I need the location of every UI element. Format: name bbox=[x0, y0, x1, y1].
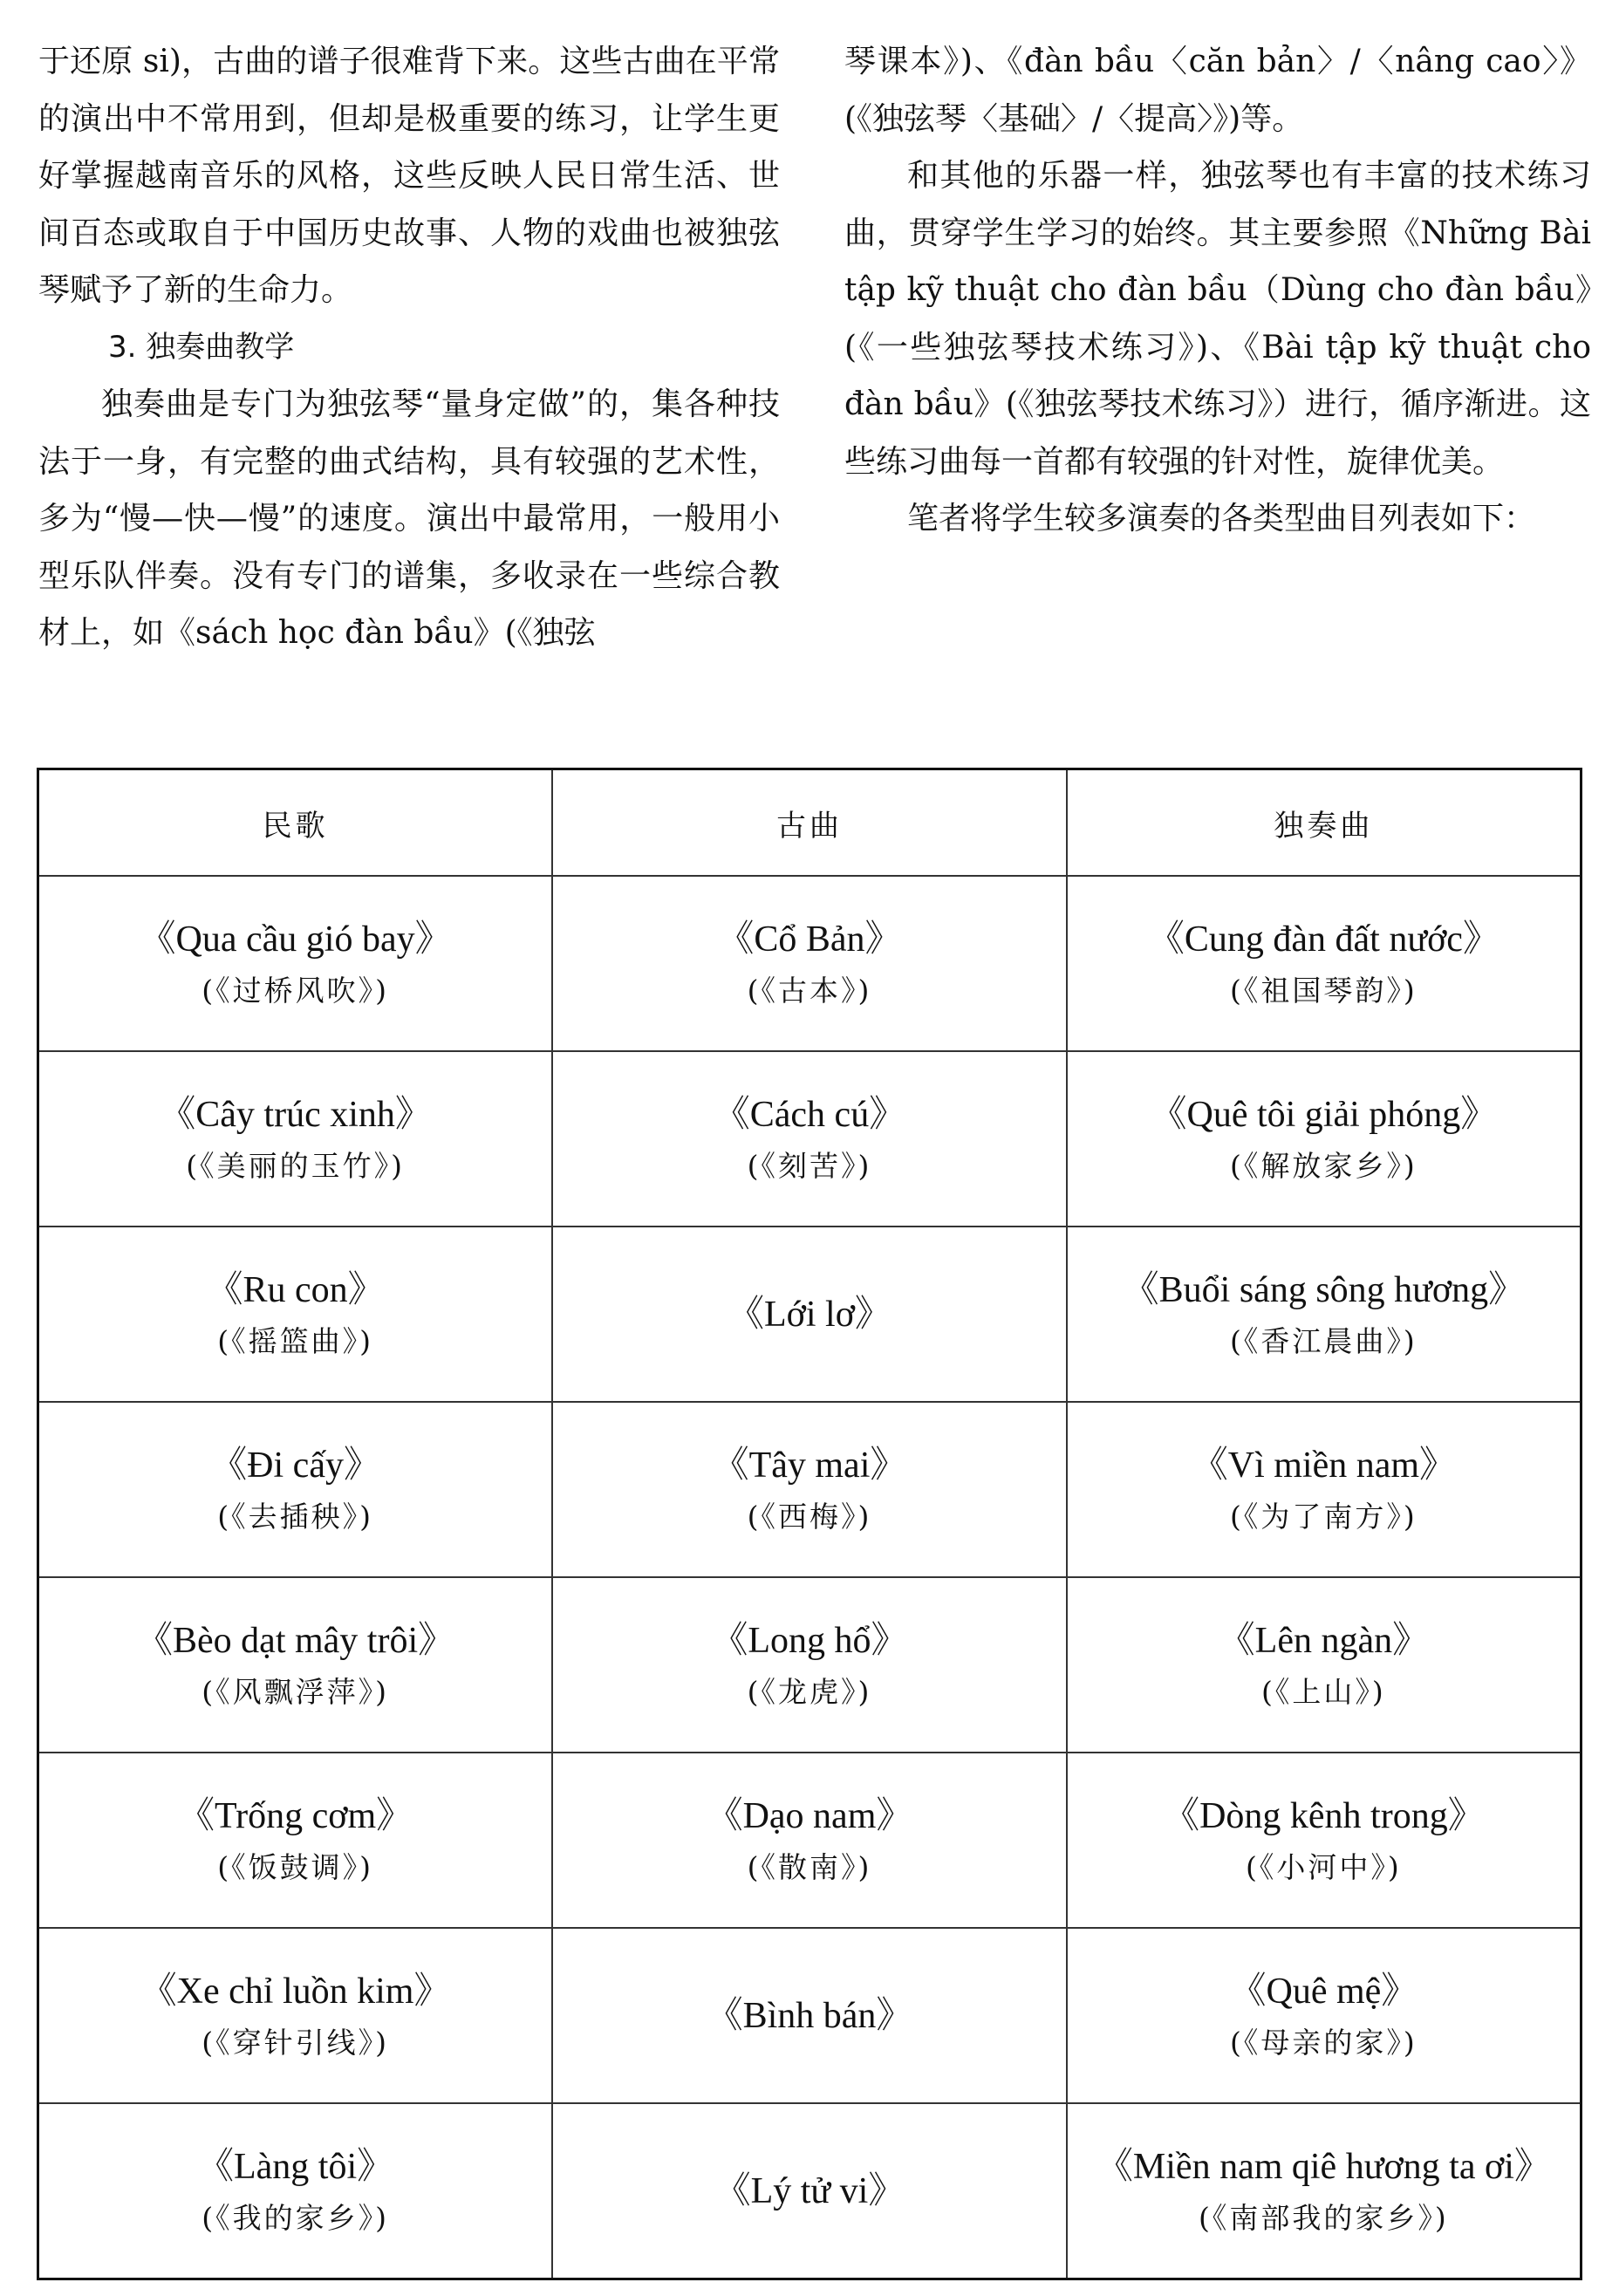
table-cell bbox=[1067, 2103, 1581, 2279]
table-cell bbox=[552, 1577, 1067, 1753]
table-row bbox=[38, 2103, 1581, 2279]
song-title-chinese: (《摇篮曲》) bbox=[217, 1323, 373, 1358]
song-title-chinese: (《去插秧》) bbox=[217, 1499, 373, 1534]
header-solo: 独奏曲 bbox=[1067, 769, 1581, 877]
song-title-vietnamese: 《Quê mệ》 bbox=[1229, 1971, 1418, 2012]
table-row bbox=[38, 1227, 1581, 1402]
song-title-vietnamese: 《Ru con》 bbox=[206, 1269, 385, 1310]
song-title-vietnamese: 《Xe chỉ luồn kim》 bbox=[140, 1971, 451, 2012]
song-title-vietnamese: 《Lý tử vi》 bbox=[714, 2170, 905, 2211]
table-row bbox=[38, 1402, 1581, 1577]
song-title-vietnamese: 《Bình bán》 bbox=[706, 1995, 913, 2036]
header-classical: 古曲 bbox=[552, 769, 1067, 877]
song-title-chinese: (《龙虎》) bbox=[747, 1674, 872, 1709]
left-text-column bbox=[38, 33, 780, 662]
table-cell bbox=[1067, 1577, 1581, 1753]
song-title-chinese: (《为了南方》) bbox=[1230, 1499, 1417, 1534]
song-title-chinese: (《母亲的家》) bbox=[1230, 2025, 1417, 2060]
right-paragraph-3: 笔者将学生较多演奏的各类型曲目列表如下： bbox=[907, 501, 1536, 536]
song-title-chinese: (《穿针引线》) bbox=[202, 2025, 389, 2060]
song-title-vietnamese: 《Long hổ》 bbox=[711, 1620, 908, 1661]
table-cell bbox=[1067, 1227, 1581, 1402]
table-row bbox=[38, 1577, 1581, 1753]
song-title-chinese: (《古本》) bbox=[747, 973, 872, 1008]
song-title-vietnamese: 《Quê tôi giải phóng》 bbox=[1150, 1094, 1498, 1135]
header-folk-songs: 民歌 bbox=[38, 769, 553, 877]
table-cell bbox=[38, 1227, 553, 1402]
song-title-vietnamese: 《Bèo dạt mây trôi》 bbox=[136, 1620, 455, 1661]
table-cell bbox=[38, 1577, 553, 1753]
table-cell bbox=[1067, 1928, 1581, 2103]
right-paragraph-2: 和其他的乐器一样，独弦琴也有丰富的技术练习曲，贯穿学生学习的始终。其主要参照《Những Bài tập kỹ thuật cho đàn bầu（Dùng cho đàn bầu》(《一些独弦琴技术练习》)、《Bài tập kỹ thuật cho đàn bầu》(《独弦琴技术练习》）进行，循序渐进。这些练习曲每一首都有较强的针对性，旋律优美。 bbox=[844, 158, 1591, 480]
song-title-chinese: (《上山》) bbox=[1261, 1674, 1386, 1709]
song-title-vietnamese: 《Lới lơ》 bbox=[728, 1294, 891, 1335]
song-title-vietnamese: 《Qua cầu gió bay》 bbox=[139, 919, 452, 960]
song-title-chinese: (《美丽的玉竹》) bbox=[186, 1148, 405, 1183]
song-title-chinese: (《小河中》) bbox=[1246, 1849, 1402, 1884]
song-title-vietnamese: 《Vì miền nam》 bbox=[1191, 1445, 1457, 1486]
song-title-vietnamese: 《Trống cơm》 bbox=[177, 1795, 413, 1836]
table-cell bbox=[1067, 876, 1581, 1051]
song-title-vietnamese: 《Cổ Bản》 bbox=[717, 919, 902, 960]
table-cell bbox=[552, 1753, 1067, 1928]
left-paragraph-2: 独奏曲是专门为独弦琴“量身定做”的，集各种技法于一身，有完整的曲式结构，具有较强的艺术性，多为“慢—快—慢”的速度。演出中最常用，一般用小型乐队伴奏。没有专门的谱集，多收录在一些综合教材上，如《sách học đàn bầu》(《独弦 bbox=[38, 386, 780, 651]
table-cell bbox=[38, 1051, 553, 1227]
left-paragraph-1: 于还原 si)，古曲的谱子很难背下来。这些古曲在平常的演出中不常用到，但却是极重要的练习，让学生更好掌握越南音乐的风格，这些反映人民日常生活、世间百态或取自于中国历史故事、人物的戏曲也被独弦琴赋予了新的生命力。 bbox=[38, 44, 780, 308]
table-cell bbox=[552, 1402, 1067, 1577]
table-cell bbox=[38, 876, 553, 1051]
song-title-chinese: (《祖国琴韵》) bbox=[1230, 973, 1417, 1008]
right-text-column bbox=[844, 33, 1591, 548]
table-row bbox=[38, 1051, 1581, 1227]
song-title-chinese: (《解放家乡》) bbox=[1230, 1148, 1417, 1183]
table-cell bbox=[1067, 1402, 1581, 1577]
table-body bbox=[38, 876, 1581, 2279]
song-title-chinese: (《刻苦》) bbox=[747, 1148, 872, 1183]
table-cell bbox=[552, 876, 1067, 1051]
song-title-chinese: (《西梅》) bbox=[747, 1499, 872, 1534]
table-cell bbox=[1067, 1051, 1581, 1227]
song-title-vietnamese: 《Dạo nam》 bbox=[706, 1795, 913, 1836]
song-title-chinese: (《我的家乡》) bbox=[202, 2200, 389, 2235]
song-title-chinese: (《饭鼓调》) bbox=[217, 1849, 373, 1884]
table-cell bbox=[38, 1928, 553, 2103]
song-title-chinese: (《香江晨曲》) bbox=[1230, 1323, 1417, 1358]
table-header-row bbox=[38, 769, 1581, 877]
song-title-vietnamese: 《Buổi sáng sông hương》 bbox=[1122, 1269, 1526, 1310]
right-paragraph-1: 琴课本》)、《đàn bầu〈căn bản〉/〈nâng cao〉》(《独弦琴〈基础〉/〈提高〉》)等。 bbox=[844, 44, 1591, 137]
section-heading: 3. 独奏曲教学 bbox=[108, 329, 295, 365]
song-title-chinese: (《风飘浮萍》) bbox=[202, 1674, 389, 1709]
table-cell bbox=[552, 1928, 1067, 2103]
song-title-vietnamese: 《Cung đàn đất nước》 bbox=[1147, 919, 1499, 960]
table-cell bbox=[38, 1753, 553, 1928]
table-cell bbox=[552, 2103, 1067, 2279]
song-title-vietnamese: 《Cách cú》 bbox=[713, 1094, 906, 1135]
repertoire-table bbox=[37, 768, 1582, 2280]
song-title-vietnamese: 《Làng tôi》 bbox=[197, 2146, 394, 2187]
song-title-chinese: (《过桥风吹》) bbox=[202, 973, 389, 1008]
table-row bbox=[38, 1753, 1581, 1928]
song-title-chinese: (《南部我的家乡》) bbox=[1199, 2200, 1449, 2235]
table-cell bbox=[1067, 1753, 1581, 1928]
table-row bbox=[38, 1928, 1581, 2103]
song-title-vietnamese: 《Tây mai》 bbox=[712, 1445, 907, 1486]
song-title-vietnamese: 《Dòng kênh trong》 bbox=[1163, 1795, 1485, 1836]
table-row bbox=[38, 876, 1581, 1051]
song-title-vietnamese: 《Cây trúc xinh》 bbox=[159, 1094, 432, 1135]
song-title-chinese: (《散南》) bbox=[747, 1849, 872, 1884]
song-title-vietnamese: 《Miền nam qiê hương ta ơi》 bbox=[1096, 2146, 1551, 2187]
song-title-vietnamese: 《Lên ngàn》 bbox=[1218, 1620, 1430, 1661]
table-cell bbox=[38, 2103, 553, 2279]
table-cell bbox=[552, 1051, 1067, 1227]
song-title-vietnamese: 《Đi cấy》 bbox=[210, 1445, 380, 1486]
table-cell bbox=[38, 1402, 553, 1577]
table-cell bbox=[552, 1227, 1067, 1402]
